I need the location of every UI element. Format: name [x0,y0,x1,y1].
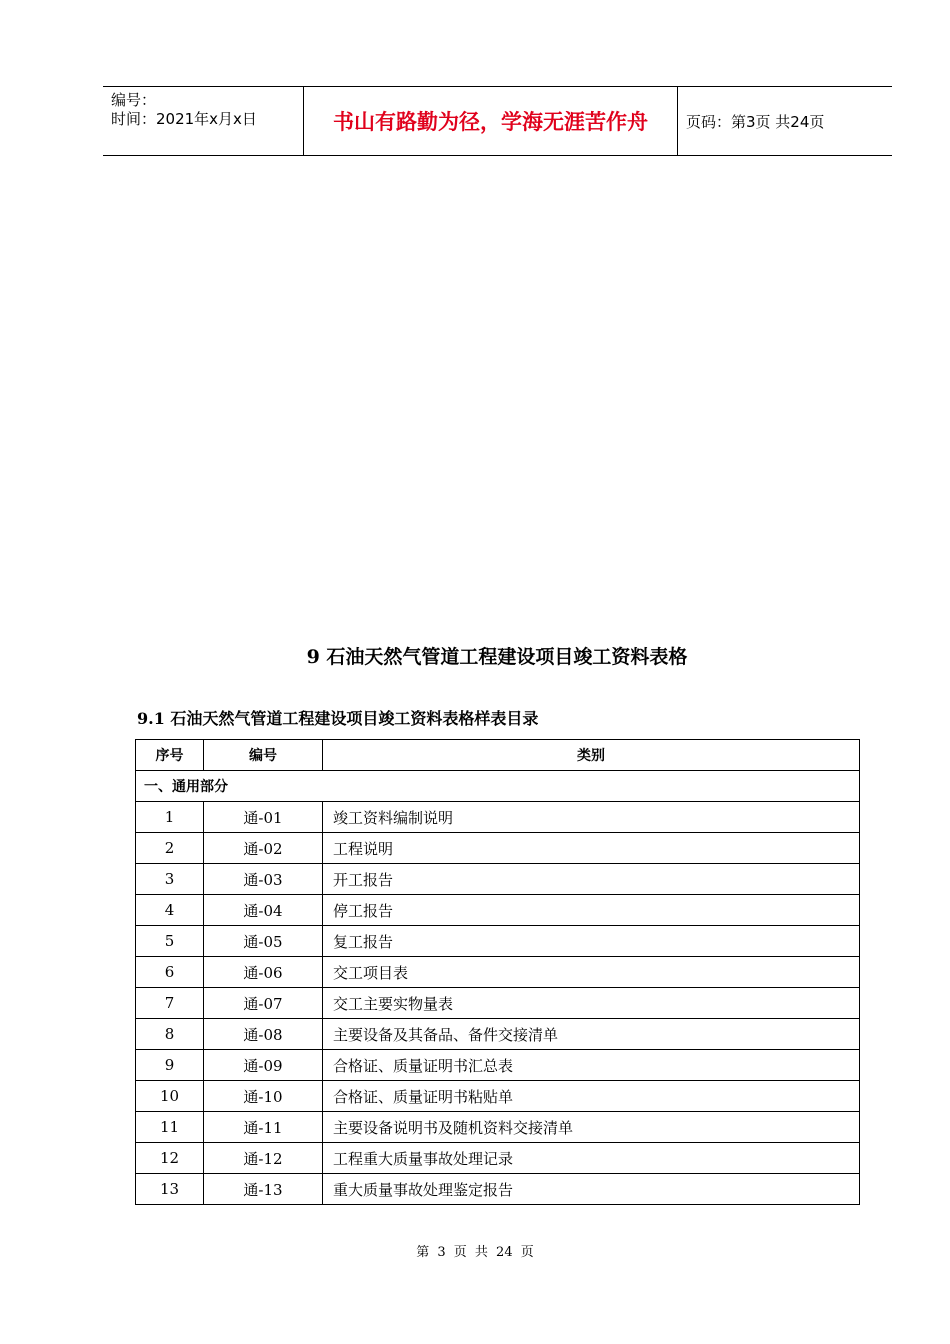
row-category: 重大质量事故处理鉴定报告 [323,1174,860,1205]
row-code: 通-06 [204,957,323,988]
header-motto: 书山有路勤为径，学海无涯苦作舟 [333,110,648,134]
table-row [136,988,860,1019]
row-category: 合格证、质量证明书粘贴单 [323,1081,860,1112]
section-title: 9.1 石油天然气管道工程建设项目竣工资料表格样表目录 [137,709,539,728]
chapter-title: 9 石油天然气管道工程建设项目竣工资料表格 [306,646,688,668]
header-divider [677,87,678,155]
table-row [136,1112,860,1143]
row-category: 工程重大质量事故处理记录 [323,1143,860,1174]
row-code: 通-03 [204,864,323,895]
row-number: 13 [136,1174,204,1205]
row-category: 工程说明 [323,833,860,864]
table-row [136,1174,860,1205]
header-meta [111,91,257,129]
header-page-info: 页码：第3页 共24页 [686,112,825,131]
row-code: 通-01 [204,802,323,833]
catalog-table [135,739,860,1205]
table-row [136,1081,860,1112]
row-number: 6 [136,957,204,988]
row-category: 合格证、质量证明书汇总表 [323,1050,860,1081]
table-header-row [136,740,860,771]
row-category: 主要设备说明书及随机资料交接清单 [323,1112,860,1143]
row-number: 7 [136,988,204,1019]
row-category: 交工主要实物量表 [323,988,860,1019]
row-code: 通-10 [204,1081,323,1112]
group-label: 一、通用部分 [136,771,860,802]
row-code: 通-11 [204,1112,323,1143]
table-row [136,926,860,957]
table-row [136,1050,860,1081]
row-number: 8 [136,1019,204,1050]
table-row [136,1019,860,1050]
row-number: 12 [136,1143,204,1174]
row-code: 通-09 [204,1050,323,1081]
row-category: 停工报告 [323,895,860,926]
row-category: 竣工资料编制说明 [323,802,860,833]
row-number: 10 [136,1081,204,1112]
row-number: 1 [136,802,204,833]
row-number: 2 [136,833,204,864]
column-header-code: 编号 [204,740,323,771]
row-code: 通-02 [204,833,323,864]
table-row [136,1143,860,1174]
number-label: 编号： [111,91,157,109]
table-row [136,802,860,833]
row-code: 通-13 [204,1174,323,1205]
row-code: 通-05 [204,926,323,957]
row-code: 通-12 [204,1143,323,1174]
row-number: 9 [136,1050,204,1081]
row-code: 通-08 [204,1019,323,1050]
row-code: 通-07 [204,988,323,1019]
row-category: 交工项目表 [323,957,860,988]
table-row [136,864,860,895]
row-number: 3 [136,864,204,895]
row-category: 复工报告 [323,926,860,957]
row-number: 5 [136,926,204,957]
column-header-category: 类别 [323,740,860,771]
table-row [136,833,860,864]
date-label: 时间：2021年x月x日 [111,110,257,128]
group-row [136,771,860,802]
row-code: 通-04 [204,895,323,926]
page-footer: 第 3 页 共 24 页 [416,1245,534,1260]
table-row [136,957,860,988]
row-number: 11 [136,1112,204,1143]
page-header [103,86,892,156]
column-header-no: 序号 [136,740,204,771]
table-row [136,895,860,926]
row-category: 开工报告 [323,864,860,895]
row-category: 主要设备及其备品、备件交接清单 [323,1019,860,1050]
row-number: 4 [136,895,204,926]
